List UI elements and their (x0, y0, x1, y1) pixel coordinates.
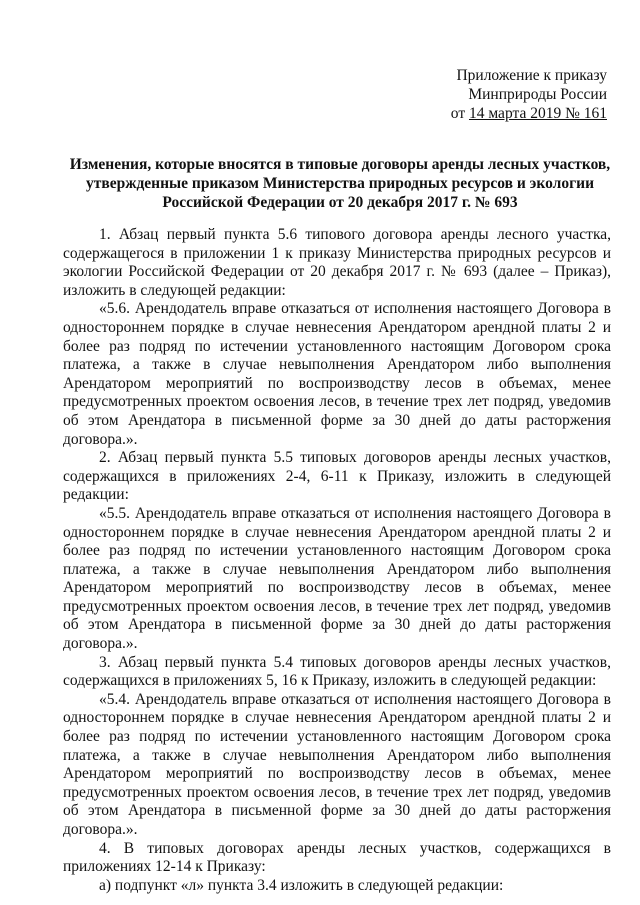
approval-date-value: 14 марта 2019 № 161 (468, 105, 607, 122)
approval-line-2: Минприроды России (468, 86, 607, 103)
approval-date-prefix: от (450, 105, 469, 122)
paragraph-quote-5-5: «5.5. Арендодатель вправе отказаться от исполнения настоящего Договора в одностороннем порядке в случае невнесения Арендатором арендной платы 2 и более раз подряд по истечении установленного настоящим Договором срока платежа, а также в случае невыполнения Арендатором либо выполнения Арендатором мероприятий по воспроизводству лесов в объемах, менее предусмотренных проектом освоения лесов, в течение трех лет подряд, уведомив об этом Арендатора в письменной форме за 30 дней до даты расторжения договора.». (63, 504, 611, 653)
approval-stamp (451, 66, 607, 123)
paragraph-1: 1. Абзац первый пункта 5.6 типового договора аренды лесного участка, содержащегося в приложении 1 к приказу Министерства природных ресурсов и экологии Российской Федерации от 20 декабря 2017 г. № 693 (далее – Приказ), изложить в следующей редакции: (63, 226, 611, 299)
paragraph-2: 2. Абзац первый пункта 5.5 типовых договоров аренды лесных участков, содержащихся в приложениях 2-4, 6-11 к Приказу, изложить в следующей редакции: (63, 449, 611, 504)
document-title: Изменения, которые вносятся в типовые договоры аренды лесных участков, утвержденные приказом Министерства природных ресурсов и экологии Российской Федерации от 20 декабря 2017 г. № 693 (69, 156, 611, 211)
paragraph-4a: а) подпункт «л» пункта 3.4 изложить в следующей редакции: (99, 876, 504, 894)
approval-line-1: Приложение к приказу (456, 67, 607, 84)
paragraph-quote-5-4: «5.4. Арендодатель вправе отказаться от исполнения настоящего Договора в одностороннем порядке в случае невнесения Арендатором арендной платы 2 и более раз подряд по истечении установленного настоящим Договором срока платежа, а также в случае невыполнения Арендатором либо выполнения Арендатором мероприятий по воспроизводству лесов в объемах, менее предусмотренных проектом освоения лесов, в течение трех лет подряд, уведомив об этом Арендатора в письменной форме за 30 дней до даты расторжения договора.». (63, 690, 611, 838)
paragraph-3: 3. Абзац первый пункта 5.4 типовых договоров аренды лесных участков, содержащихся в приложениях 5, 16 к Приказу, изложить в следующей редакции: (63, 653, 611, 690)
paragraph-4: 4. В типовых договорах аренды лесных участков, содержащихся в приложениях 12-14 к Приказу: (63, 839, 611, 876)
approval-date-line (451, 104, 607, 123)
document-body (63, 226, 611, 895)
paragraph-quote-5-6: «5.6. Арендодатель вправе отказаться от исполнения настоящего Договора в одностороннем порядке в случае невнесения Арендатором арендной платы 2 и более раз подряд по истечении установленного настоящим Договором срока платежа, а также в случае невыполнения Арендатором либо выполнения Арендатором мероприятий по воспроизводству лесов в объемах, менее предусмотренных проектом освоения лесов, в течение трех лет подряд, уведомив об этом Арендатора в письменной форме за 30 дней до даты расторжения договора.». (63, 300, 611, 448)
